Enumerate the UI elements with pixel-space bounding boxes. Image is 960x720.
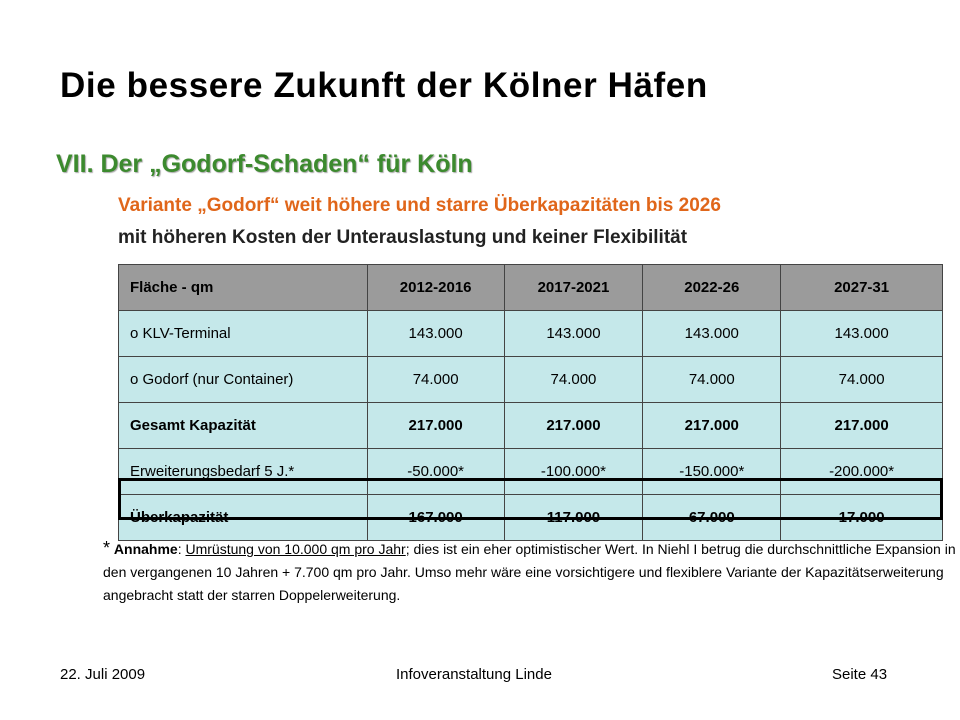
header-cell: 2017-2021 [504, 265, 643, 311]
table-cell: -200.000* [781, 449, 943, 495]
table-cell: 143.000 [504, 311, 643, 357]
footnote-text: ; dies ist ein eher optimistischer Wert. In Niehl I betrug die durchschnittliche Expansion in den vergangenen 10 Jahren + 7.700 qm pro Jahr. Umso mehr wäre eine vorsichtigere und flexiblere Variante der Kapazitätserweiterung angebracht statt der starren Doppelerweiterung. [103, 541, 956, 603]
subtitle-line-2: mit höheren Kosten der Unterauslastung und keiner Flexibilität [118, 227, 688, 248]
table-cell: 217.000 [367, 403, 504, 449]
table-cell: 143.000 [643, 311, 781, 357]
subtitle-line-1: Variante „Godorf“ weit höhere und starre Überkapazitäten bis 2026 [118, 195, 721, 216]
row-label: Erweiterungsbedarf 5 J.* [119, 449, 368, 495]
row-label: o KLV-Terminal [119, 311, 368, 357]
table-cell: -50.000* [367, 449, 504, 495]
footnote-star: * [103, 538, 111, 558]
table-cell: 217.000 [781, 403, 943, 449]
table-cell: 67.000 [643, 495, 781, 541]
table-cell: 74.000 [643, 357, 781, 403]
header-cell: Fläche - qm [119, 265, 368, 311]
footnote [103, 537, 958, 607]
table-cell: 143.000 [367, 311, 504, 357]
header-cell: 2027-31 [781, 265, 943, 311]
footnote-colon: : [177, 541, 186, 557]
table-row [119, 311, 943, 357]
header-cell: 2022-26 [643, 265, 781, 311]
capacity-table [118, 264, 943, 541]
table-row [119, 449, 943, 495]
row-label: o Godorf (nur Container) [119, 357, 368, 403]
table-cell: 217.000 [643, 403, 781, 449]
table-cell: 217.000 [504, 403, 643, 449]
table-cell: 117.000 [504, 495, 643, 541]
table-cell: 74.000 [504, 357, 643, 403]
table-cell: 74.000 [367, 357, 504, 403]
table-header-row [119, 265, 943, 311]
table-row-overcapacity [119, 495, 943, 541]
footnote-underlined: Umrüstung von 10.000 qm pro Jahr [185, 541, 406, 557]
table-cell: 74.000 [781, 357, 943, 403]
footer-date: 22. Juli 2009 [60, 666, 146, 683]
table-cell: -100.000* [504, 449, 643, 495]
table-cell: 17.000 [781, 495, 943, 541]
footer-event: Infoveranstaltung Linde [396, 666, 552, 683]
row-label: Überkapazität [119, 495, 368, 541]
table-cell: -150.000* [643, 449, 781, 495]
section-heading: VII. Der „Godorf-Schaden“ für Köln [56, 150, 473, 178]
table-row-total [119, 403, 943, 449]
table-cell: 143.000 [781, 311, 943, 357]
table-cell: 167.000 [367, 495, 504, 541]
row-label: Gesamt Kapazität [119, 403, 368, 449]
slide-title: Die bessere Zukunft der Kölner Häfen [60, 66, 708, 105]
header-cell: 2012-2016 [367, 265, 504, 311]
footer-page-number: Seite 43 [832, 666, 888, 683]
table-row [119, 357, 943, 403]
footnote-label: Annahme [113, 541, 178, 557]
